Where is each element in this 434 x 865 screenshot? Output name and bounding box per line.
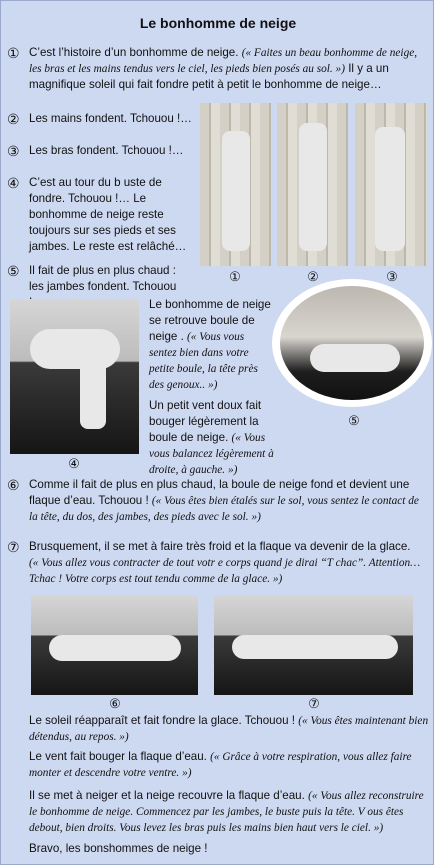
photo-step-4 (10, 299, 139, 454)
step-number-2: ② (7, 111, 20, 127)
photo-label-5: ⑤ (348, 413, 360, 428)
paragraph-bravo: Bravo, les bonshommes de neige ! (29, 842, 208, 855)
step-number-3: ③ (7, 143, 20, 159)
photo-step-7 (214, 595, 413, 695)
step-5-text: Il fait de plus en plus chaud : les jambes fondent. Tchouou (29, 264, 177, 293)
photo-step-3 (355, 103, 427, 266)
photo-label-6: ⑥ (109, 696, 121, 711)
photo-step-2 (277, 103, 348, 266)
paragraph-wind: Le vent fait bouger la flaque d’eau. (« Grâce à votre respiration, vous allez faire monter et descendre votre ventre. ») (29, 750, 412, 779)
step-number-6: ⑥ (7, 477, 20, 493)
step-number-1: ① (7, 45, 20, 61)
step-1-text: C’est l’histoire d’un bonhomme de neige. (« Faites un beau bonhomme de neige, les bras et les mains tendus vers le ciel, les pieds bien posés au sol. ») Il y a un magnifique soleil qui fait fondre petit à petit le bonhomme de neige… (29, 46, 418, 91)
paragraph-snow: Il se met à neiger et la neige recouvre la flaque d’eau. (« Vous allez reconstruire le bonhomme de neige. Commencez par les jambes, le buste puis la tête. V ous êtes debout, bien droits. Vous levez les bras puis les mains bien haut vers le ciel. ») (29, 789, 424, 834)
step-number-5: ⑤ (7, 263, 20, 279)
photo-label-2: ② (307, 269, 319, 284)
photo-step-6 (31, 595, 198, 695)
page-title: Le bonhomme de neige (139, 15, 297, 31)
step-5-ball-text: Le bonhomme de neige se retrouve boule de neige . (« Vous vous sentez bien dans votre petite boule, la tête près des genoux.. ») (149, 298, 271, 391)
step-3-text: Les bras fondent. Tchouou !… (29, 144, 184, 157)
step-4-text: C’est au tour du b uste de fondre. Tchouou !… Le bonhomme de neige reste toujours sur ses pieds et ses jambes. Le reste est relâché… (29, 176, 187, 253)
step-7-text: Brusquement, il se met à faire très froid et la flaque va devenir de la glace. (« Vous allez vous contracter de tout votr e corps quand je dirai “T chac”. Attention…Tchac ! Votre corps est tout tendu comme de la glace. ») (29, 540, 421, 585)
photo-label-4: ④ (68, 456, 80, 471)
photo-step-1 (200, 103, 271, 266)
step-number-7: ⑦ (7, 539, 20, 555)
paragraph-sun: Le soleil réapparaît et fait fondre la glace. Tchouou ! (« Vous êtes maintenant bien détendus, au repos. ») (29, 714, 429, 743)
photo-label-3: ③ (386, 269, 398, 284)
photo-label-7: ⑦ (308, 696, 320, 711)
step-2-text: Les mains fondent. Tchouou !… (29, 112, 192, 125)
step-number-4: ④ (7, 175, 20, 191)
step-5-wind-text: Un petit vent doux fait bouger légèrement la boule de neige. (« Vous vous balancez légèrement à droite, à gauche. ») (149, 399, 274, 476)
photo-step-5 (272, 279, 432, 407)
step-6-text: Comme il fait de plus en plus chaud, la boule de neige fond et devient une flaque d’eau. Tchouou ! (« Vous êtes bien étalés sur le sol, vous sentez le contact de la tête, du dos, des jambes, des pieds avec le sol. ») (29, 478, 419, 523)
photo-label-1: ① (229, 269, 241, 284)
